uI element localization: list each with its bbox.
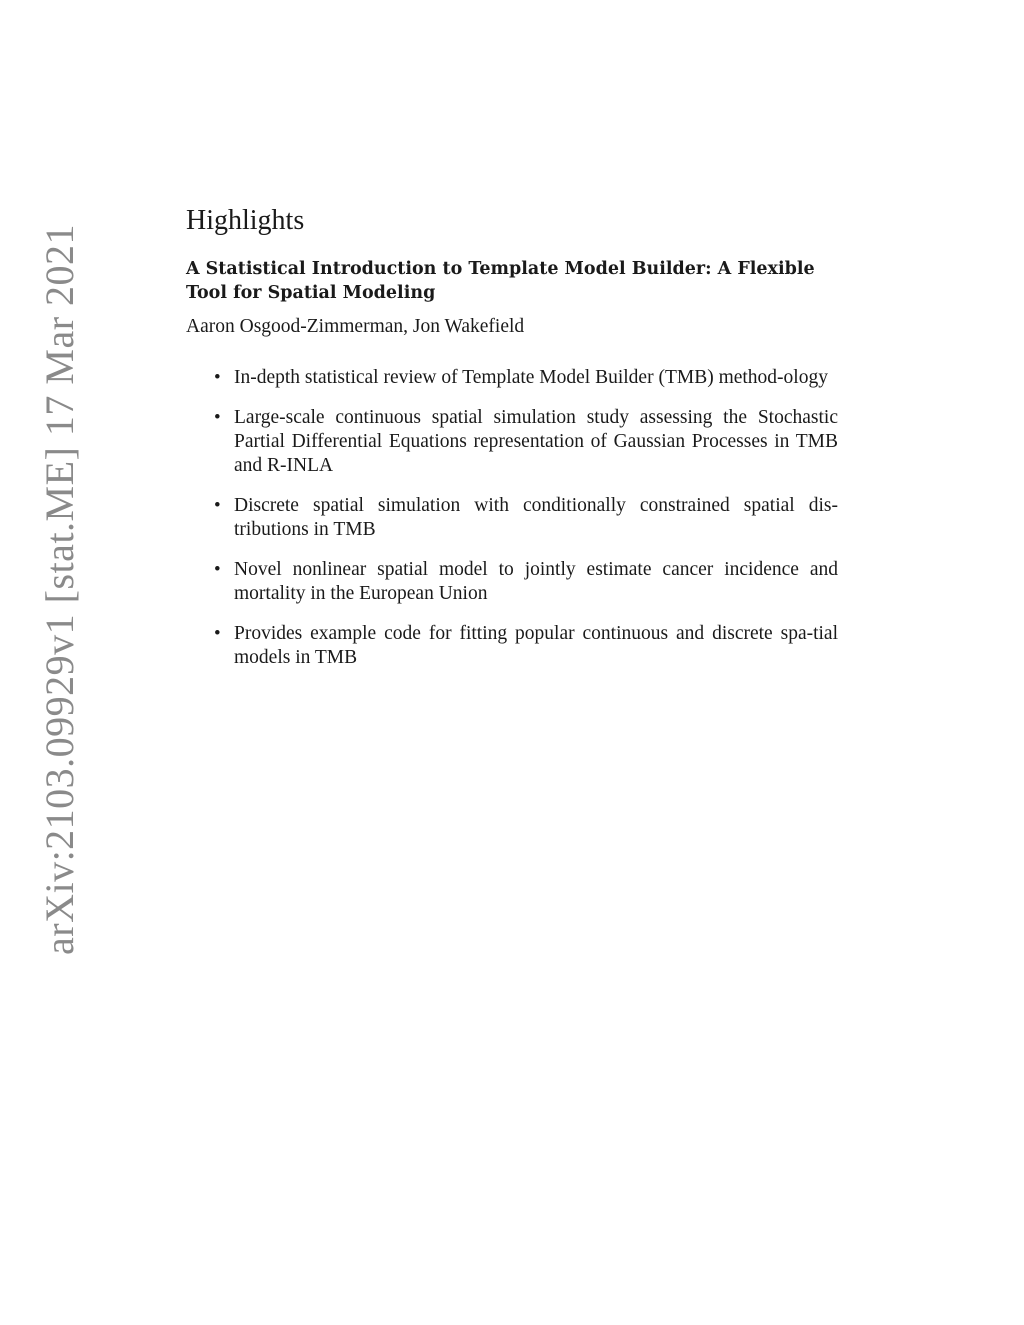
highlight-item [214,558,838,606]
highlight-text: In-depth statistical review of Template Model Builder (TMB) method-ology [234,367,828,388]
highlights-heading: Highlights [186,205,305,236]
bullet-icon: • [214,495,221,516]
bullet-icon: • [214,367,221,388]
highlight-item [214,494,838,542]
highlight-text: Novel nonlinear spatial model to jointly estimate cancer incidence and mortality in the European Union [234,559,838,604]
paper-title: A Statistical Introduction to Template Model Builder: A Flexible Tool for Spatial Modeling [186,259,815,303]
highlight-text: Large-scale continuous spatial simulation study assessing the Stochastic Partial Differential Equations representation of Gaussian Processes in TMB and R-INLA [234,407,838,476]
arxiv-identifier-stamp: arXiv:2103.09929v1 [stat.ME] 17 Mar 2021 [37,223,82,955]
highlight-text: Provides example code for fitting popular continuous and discrete spa-tial models in TMB [234,623,838,668]
bullet-icon: • [214,407,221,428]
highlight-item [214,406,838,478]
highlights-list [214,366,838,686]
highlight-item [214,622,838,670]
bullet-icon: • [214,623,221,644]
bullet-icon: • [214,559,221,580]
highlight-text: Discrete spatial simulation with conditionally constrained spatial dis-tributions in TMB [234,495,838,540]
author-list: Aaron Osgood-Zimmerman, Jon Wakefield [186,316,525,337]
highlight-item [214,366,838,390]
